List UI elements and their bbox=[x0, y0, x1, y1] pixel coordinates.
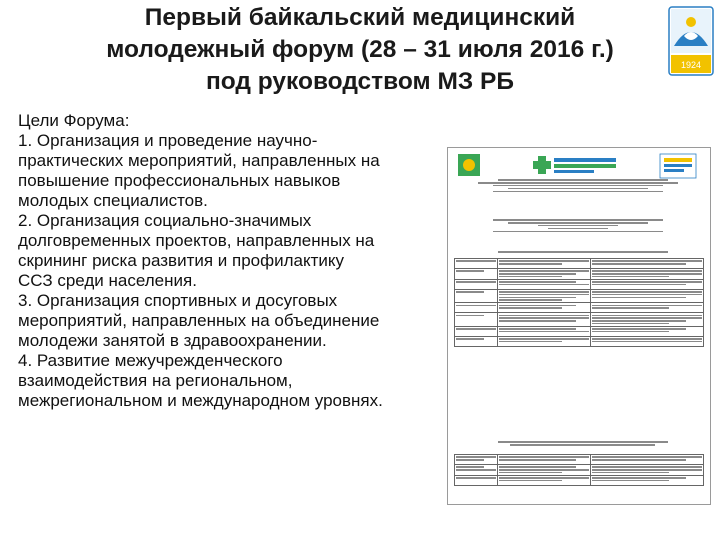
buryatia-health-emblem-icon bbox=[668, 6, 714, 76]
document-subheader-lines bbox=[478, 218, 678, 233]
goal-line: мероприятий, направленных на объединение bbox=[18, 311, 380, 330]
young-doctor-school-logo-icon bbox=[660, 154, 696, 178]
forum-program-document-image bbox=[447, 147, 711, 505]
section-heading-2 bbox=[498, 440, 668, 447]
goal-line: межрегиональном и международном уровнях. bbox=[18, 391, 383, 410]
hospital-logo-icon bbox=[533, 156, 616, 174]
section-heading bbox=[498, 250, 668, 254]
goal-line: практических мероприятий, направленных на bbox=[18, 151, 380, 170]
document-header-lines bbox=[478, 178, 678, 193]
forum-goals bbox=[18, 111, 448, 411]
goal-line: ССЗ среди населения. bbox=[18, 271, 197, 290]
title-line-2: молодежный форум (28 – 31 июля 2016 г.) bbox=[106, 36, 614, 63]
program-table-1 bbox=[454, 258, 704, 347]
title-line-1: Первый байкальский медицинский bbox=[144, 4, 576, 31]
document-logos bbox=[448, 150, 710, 180]
goal-line: молодежи занятой в здравоохранении. bbox=[18, 331, 327, 350]
logo-year: 1924 bbox=[680, 60, 702, 70]
goal-line: долговременных проектов, направленных на bbox=[18, 231, 375, 250]
ministry-emblem-icon bbox=[458, 154, 480, 176]
goals-heading: Цели Форума: bbox=[18, 111, 130, 130]
goal-line: 1. Организация и проведение научно- bbox=[18, 131, 318, 150]
program-table-2 bbox=[454, 454, 704, 486]
goal-line: взаимодействия на региональном, bbox=[18, 371, 293, 390]
goal-line: повышение профессиональных навыков bbox=[18, 171, 341, 190]
goal-line: 3. Организация спортивных и досуговых bbox=[18, 291, 338, 310]
goal-line: скрининг риска развития и профилактику bbox=[18, 251, 345, 270]
goal-line: 2. Организация социально-значимых bbox=[18, 211, 312, 230]
title-line-3: под руководством МЗ РБ bbox=[205, 68, 515, 95]
goal-line: молодых специалистов. bbox=[18, 191, 208, 210]
goal-line: 4. Развитие межучрежденческого bbox=[18, 351, 283, 370]
slide-title bbox=[40, 2, 680, 98]
